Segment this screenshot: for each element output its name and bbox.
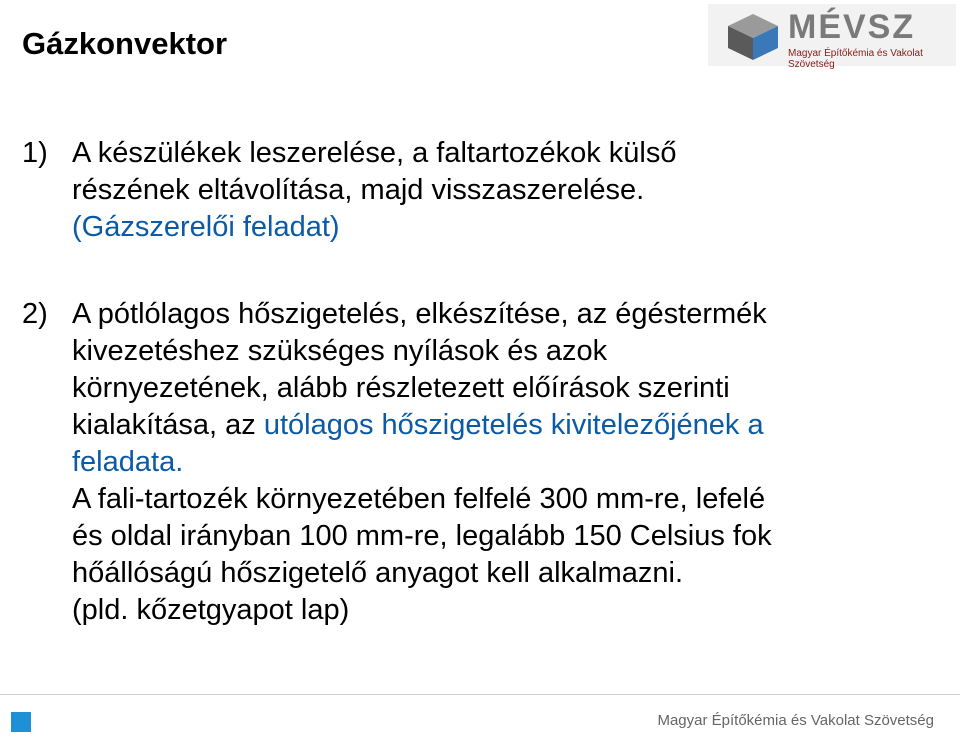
item-line: környezetének, alább részletezett előírások szerinti bbox=[72, 372, 730, 404]
detail-line: és oldal irányban 100 mm-re, legalább 150 Celsius fok bbox=[72, 520, 772, 552]
item-line-prefix: kialakítása, az bbox=[72, 409, 264, 441]
detail-line: (pld. kőzetgyapot lap) bbox=[72, 594, 350, 626]
item-line: A készülékek leszerelése, a faltartozékok külső bbox=[72, 137, 677, 169]
detail-line: A fali-tartozék környezetében felfelé 300 mm-re, lefelé bbox=[72, 483, 766, 515]
logo-wordmark: MÉVSZ bbox=[788, 8, 916, 46]
footer-text: Magyar Építőkémia és Vakolat Szövetség bbox=[657, 712, 934, 729]
item-line-highlight: utólagos hőszigetelés kivitelezőjének a bbox=[263, 409, 764, 441]
slide-title: Gázkonvektor bbox=[22, 26, 228, 61]
mevsz-logo bbox=[708, 4, 956, 70]
footer-square-icon bbox=[11, 712, 31, 732]
item-line: feladata. bbox=[72, 446, 184, 478]
detail-line: hőállóságú hőszigetelő anyagot kell alkalmazni. bbox=[72, 557, 683, 589]
item-line: részének eltávolítása, majd visszaszerelése. bbox=[72, 174, 645, 206]
cube-logo-icon bbox=[726, 12, 780, 62]
logo-subtitle: Magyar Építőkémia és Vakolat Szövetség bbox=[788, 48, 923, 70]
item-line: kivezetéshez szükséges nyílások és azok bbox=[72, 335, 608, 367]
item-line-mixed bbox=[22, 407, 772, 444]
item-number: 2) bbox=[22, 298, 48, 330]
footer-divider bbox=[0, 694, 960, 695]
item-line: A pótlólagos hőszigetelés, elkészítése, az égéstermék bbox=[72, 298, 767, 330]
item-number: 1) bbox=[22, 137, 48, 169]
item-1 bbox=[22, 135, 676, 246]
item-note: (Gázszerelői feladat) bbox=[72, 211, 340, 243]
item-2 bbox=[22, 296, 772, 629]
